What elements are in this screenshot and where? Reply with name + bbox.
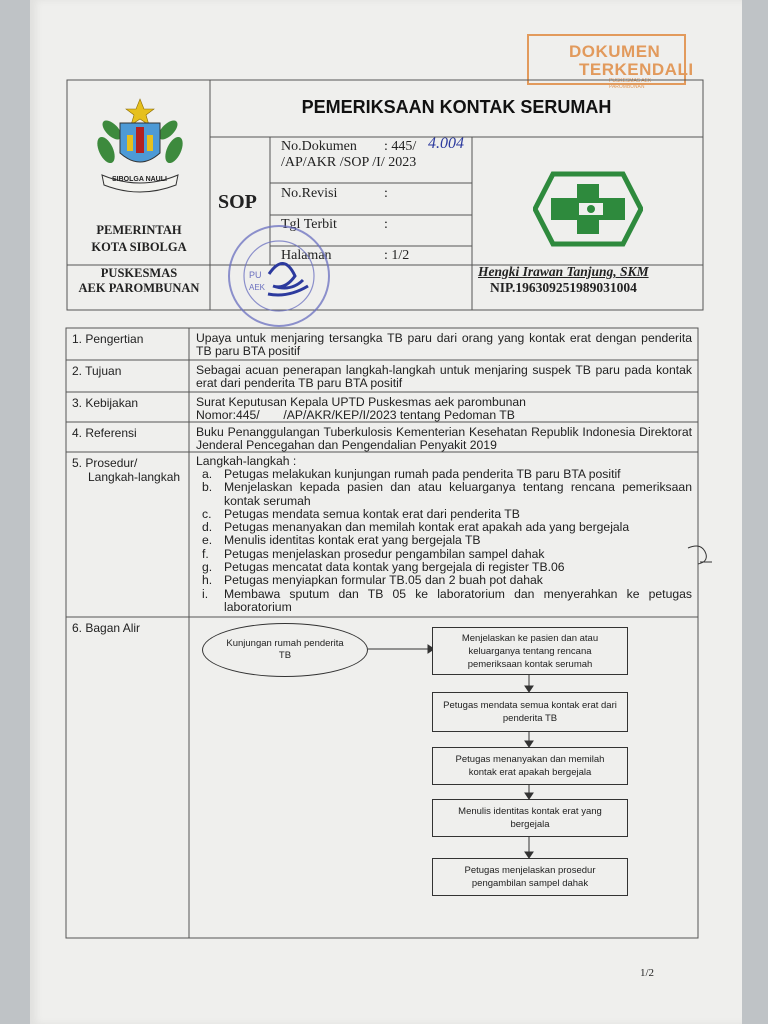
no-revisi-value: : (384, 186, 388, 201)
halaman-label: Halaman (281, 248, 332, 263)
no-dokumen-label: No.Dokumen (281, 139, 357, 154)
row-text-referensi: Buku Penanggulangan Tuberkulosis Kementerian Kesehatan Republik Indonesia Direktorat Jenderal Pencegahan dan Pengendalian Penyakit 2019 (196, 425, 692, 452)
puskesmas-logo (533, 170, 643, 248)
stamp-line-2: TERKENDALI (579, 60, 694, 79)
stamp-line-1: DOKUMEN (569, 42, 661, 61)
row-text-prosedur: Langkah-langkah : a. Petugas melakukan kunjungan rumah pada penderita TB paru BTA positif b. Menjelaskan kepada pasien dan atau keluarganya tentang rencana pemeriksaan kontak serumah c. Petugas mendata semua kontak erat dari penderita TB d. Petugas menanyakan dan memilah kontak erat apakah ada yang bergejala e. Menulis identitas kontak erat yang bergejala TB f. Petugas menjelaskan prosedur pengambilan sampel dahak g. Petugas mencatat data kontak yang bergejala di register TB.06 h. Petugas menyiapkan formular TB.05 dan 2 buah pot dahak i. Membawa sputum dan TB 05 ke laboratorium dan menyerahkan ke petugas laboratorium (196, 454, 692, 614)
step-marker: b. (202, 480, 213, 495)
procedure-step (196, 561, 692, 574)
procedure-step (196, 468, 692, 481)
procedure-step (196, 508, 692, 521)
step-text: Petugas mencatat data kontak yang bergejala di register TB.06 (224, 560, 565, 575)
step-text: Petugas menyiapkan formular TB.05 dan 2 buah pot dahak (224, 573, 543, 588)
step-text: Petugas menjelaskan prosedur pengambilan sampel dahak (224, 546, 545, 561)
stamp-line-3: PUSKESMAS AEK PAROMBUNAN (609, 78, 652, 90)
row-text-pengertian: Upaya untuk menjaring tersangka TB paru dari orang yang kontak erat dengan penderita TB paru BTA positif (196, 331, 692, 358)
flow-box-1: Menjelaskan ke pasien dan atau keluarganya tentang rencana pemeriksaan kontak serumah (432, 627, 628, 675)
no-dokumen-line2: /AP/AKR /SOP /I/ 2023 (281, 155, 417, 170)
step-marker: a. (202, 467, 213, 481)
tgl-terbit-label: Tgl Terbit (281, 217, 337, 232)
row-label-kebijakan: 3. Kebijakan (72, 396, 139, 410)
step-marker: h. (202, 573, 213, 588)
procedure-step (196, 588, 692, 615)
step-marker: g. (202, 560, 213, 575)
no-revisi-label: No.Revisi (281, 186, 338, 201)
flow-box-4: Menulis identitas kontak erat yang bergejala (432, 799, 628, 837)
official-seal (224, 222, 334, 330)
flow-start-ellipse: Kunjungan rumah penderita TB (202, 623, 368, 677)
signer-nip: NIP.196309251989031004 (490, 280, 637, 295)
halaman-value: : 1/2 (384, 248, 410, 263)
row-label-referensi: 4. Referensi (72, 426, 137, 440)
no-dokumen-handwritten: 4.004 (428, 135, 464, 152)
step-marker: i. (202, 586, 209, 601)
pemerintah-label: PEMERINTAH KOTA SIBOLGA (91, 223, 187, 254)
no-dokumen-value: : 445/ (384, 139, 417, 154)
logo-banner-text: SIBOLGA NAULI (112, 176, 167, 183)
procedure-step (196, 534, 692, 547)
flow-box-2: Petugas mendata semua kontak erat dari penderita TB (432, 692, 628, 732)
step-text: Menulis identitas kontak erat yang bergejala TB (224, 533, 481, 548)
step-text: Petugas mendata semua kontak erat dari penderita TB (224, 506, 520, 521)
procedure-step (196, 481, 692, 508)
row-label-prosedur: 5. Prosedur/ Langkah-langkah (72, 456, 181, 484)
procedure-steps-list (196, 468, 692, 614)
document-title: PEMERIKSAAN KONTAK SERUMAH (301, 97, 612, 117)
procedure-step (196, 574, 692, 587)
step-marker: c. (202, 506, 212, 521)
svg-text:PU: PU (249, 270, 262, 280)
flow-box-3: Petugas menanyakan dan memilah kontak erat apakah bergejala (432, 747, 628, 785)
step-marker: e. (202, 533, 213, 548)
kota-sibolga-logo (92, 95, 188, 195)
tgl-terbit-value: : (384, 217, 388, 232)
row-text-kebijakan: Surat Keputusan Kepala UPTD Puskesmas aek parombunan Nomor:445/ /AP/AKR/KEP/I/2023 tentang Pedoman TB (196, 395, 526, 422)
svg-text:AEK: AEK (249, 283, 266, 292)
flow-box-5: Petugas menjelaskan prosedur pengambilan sampel dahak (432, 858, 628, 896)
page-number: 1/2 (640, 967, 655, 979)
step-text: Petugas melakukan kunjungan rumah pada penderita TB paru BTA positif (224, 467, 621, 481)
step-marker: d. (202, 520, 213, 535)
row-label-pengertian: 1. Pengertian (72, 332, 144, 346)
row-text-tujuan: Sebagai acuan penerapan langkah-langkah untuk menjaring suspek TB paru pada kontak erat dari penderita TB paru BTA positif (196, 363, 692, 390)
puskesmas-label: PUSKESMAS AEK PAROMBUNAN (78, 266, 200, 295)
signer-name: Hengki Irawan Tanjung, SKM (478, 264, 649, 279)
procedure-step (196, 521, 692, 534)
sop-label: SOP (218, 191, 257, 213)
row-label-bagan-alir: 6. Bagan Alir (72, 621, 141, 635)
row-label-tujuan: 2. Tujuan (72, 364, 122, 378)
step-marker: f. (202, 546, 209, 561)
step-text: Membawa sputum dan TB 05 ke laboratorium dan menyerahkan ke petugas laboratorium (224, 586, 692, 614)
procedure-step (196, 548, 692, 561)
step-text: Menjelaskan kepada pasien dan atau keluarganya tentang rencana pemeriksaan kontak serumah (224, 480, 692, 508)
step-text: Petugas menanyakan dan memilah kontak erat apakah ada yang bergejala (224, 520, 630, 535)
